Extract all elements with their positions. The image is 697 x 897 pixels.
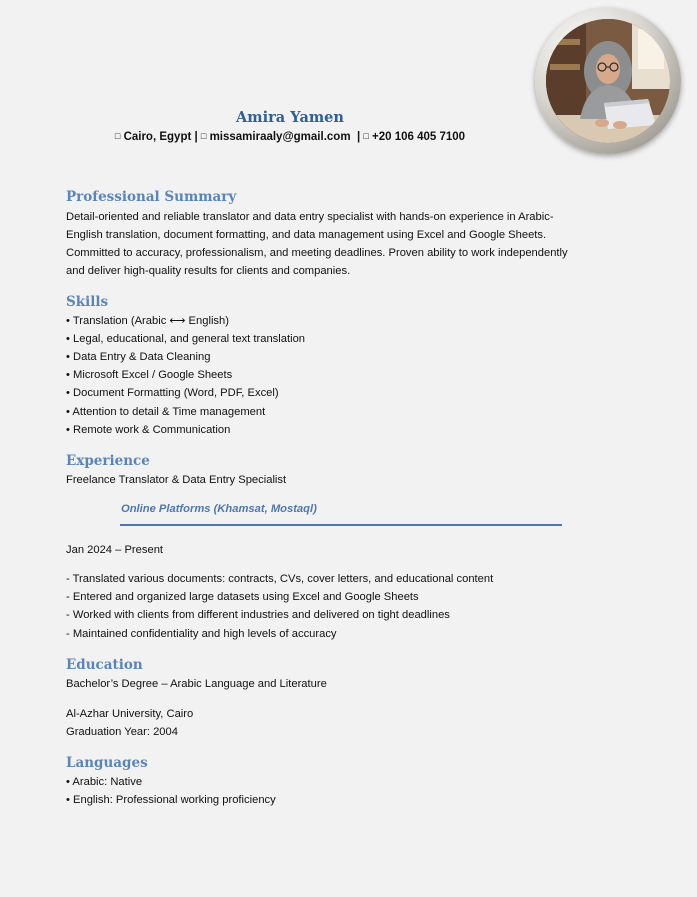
skill-item: • Microsoft Excel / Google Sheets [66,369,233,381]
phone-icon: □ [363,131,369,141]
experience-bullet: - Translated various documents: contracts, CVs, cover letters, and educational content [66,573,494,585]
experience-bullet: - Maintained confidentiality and high levels of accuracy [66,628,337,640]
summary-line: and deliver high-quality results for clients and companies. [66,265,351,277]
skill-item: • Data Entry & Data Cleaning [66,351,211,363]
education-graduation: Graduation Year: 2004 [66,726,178,738]
skill-item: • Legal, educational, and general text translation [66,333,306,345]
email-icon: □ [200,131,207,141]
company-underline [120,524,562,526]
skills-heading: Skills [66,294,109,310]
education-degree: Bachelor’s Degree – Arabic Language and Literature [66,678,327,690]
experience-bullet: - Entered and organized large datasets using Excel and Google Sheets [66,591,419,603]
contact-line [0,131,580,143]
phone-text[interactable]: +20 106 405 7100 [372,131,466,143]
summary-line: Detail-oriented and reliable translator and data entry specialist with hands-on experience in Arabic- [66,211,554,223]
location-text: Cairo, Egypt [123,131,192,143]
skill-item: • Attention to detail & Time management [66,406,266,418]
email-text[interactable]: missamiraaly@gmail.com [209,131,351,143]
experience-dates: Jan 2024 – Present [66,544,164,556]
summary-heading: Professional Summary [66,189,237,205]
experience-bullet: - Worked with clients from different industries and delivered on tight deadlines [66,609,450,621]
skill-item: • Document Formatting (Word, PDF, Excel) [66,387,279,399]
experience-role: Freelance Translator & Data Entry Specialist [66,474,287,486]
summary-line: English translation, document formatting, and data management using Excel and Google Sheets. [66,229,547,241]
languages-heading: Languages [66,755,148,771]
experience-company: Online Platforms (Khamsat, Mostaql) [121,503,317,515]
summary-line: Committed to accuracy, professionalism, and meeting deadlines. Proven ability to work independently [66,247,568,259]
candidate-name: Amira Yamen [236,109,344,126]
language-item: • English: Professional working proficiency [66,794,276,806]
location-icon: □ [114,131,121,141]
skill-item: • Translation (Arabic ⟷ English) [66,315,229,327]
experience-heading: Experience [66,453,150,469]
language-item: • Arabic: Native [66,776,143,788]
skill-item: • Remote work & Communication [66,424,231,436]
contact-separator: | [356,131,361,143]
education-school: Al-Azhar University, Cairo [66,708,194,720]
contact-separator: | [194,131,198,143]
education-heading: Education [66,657,143,673]
